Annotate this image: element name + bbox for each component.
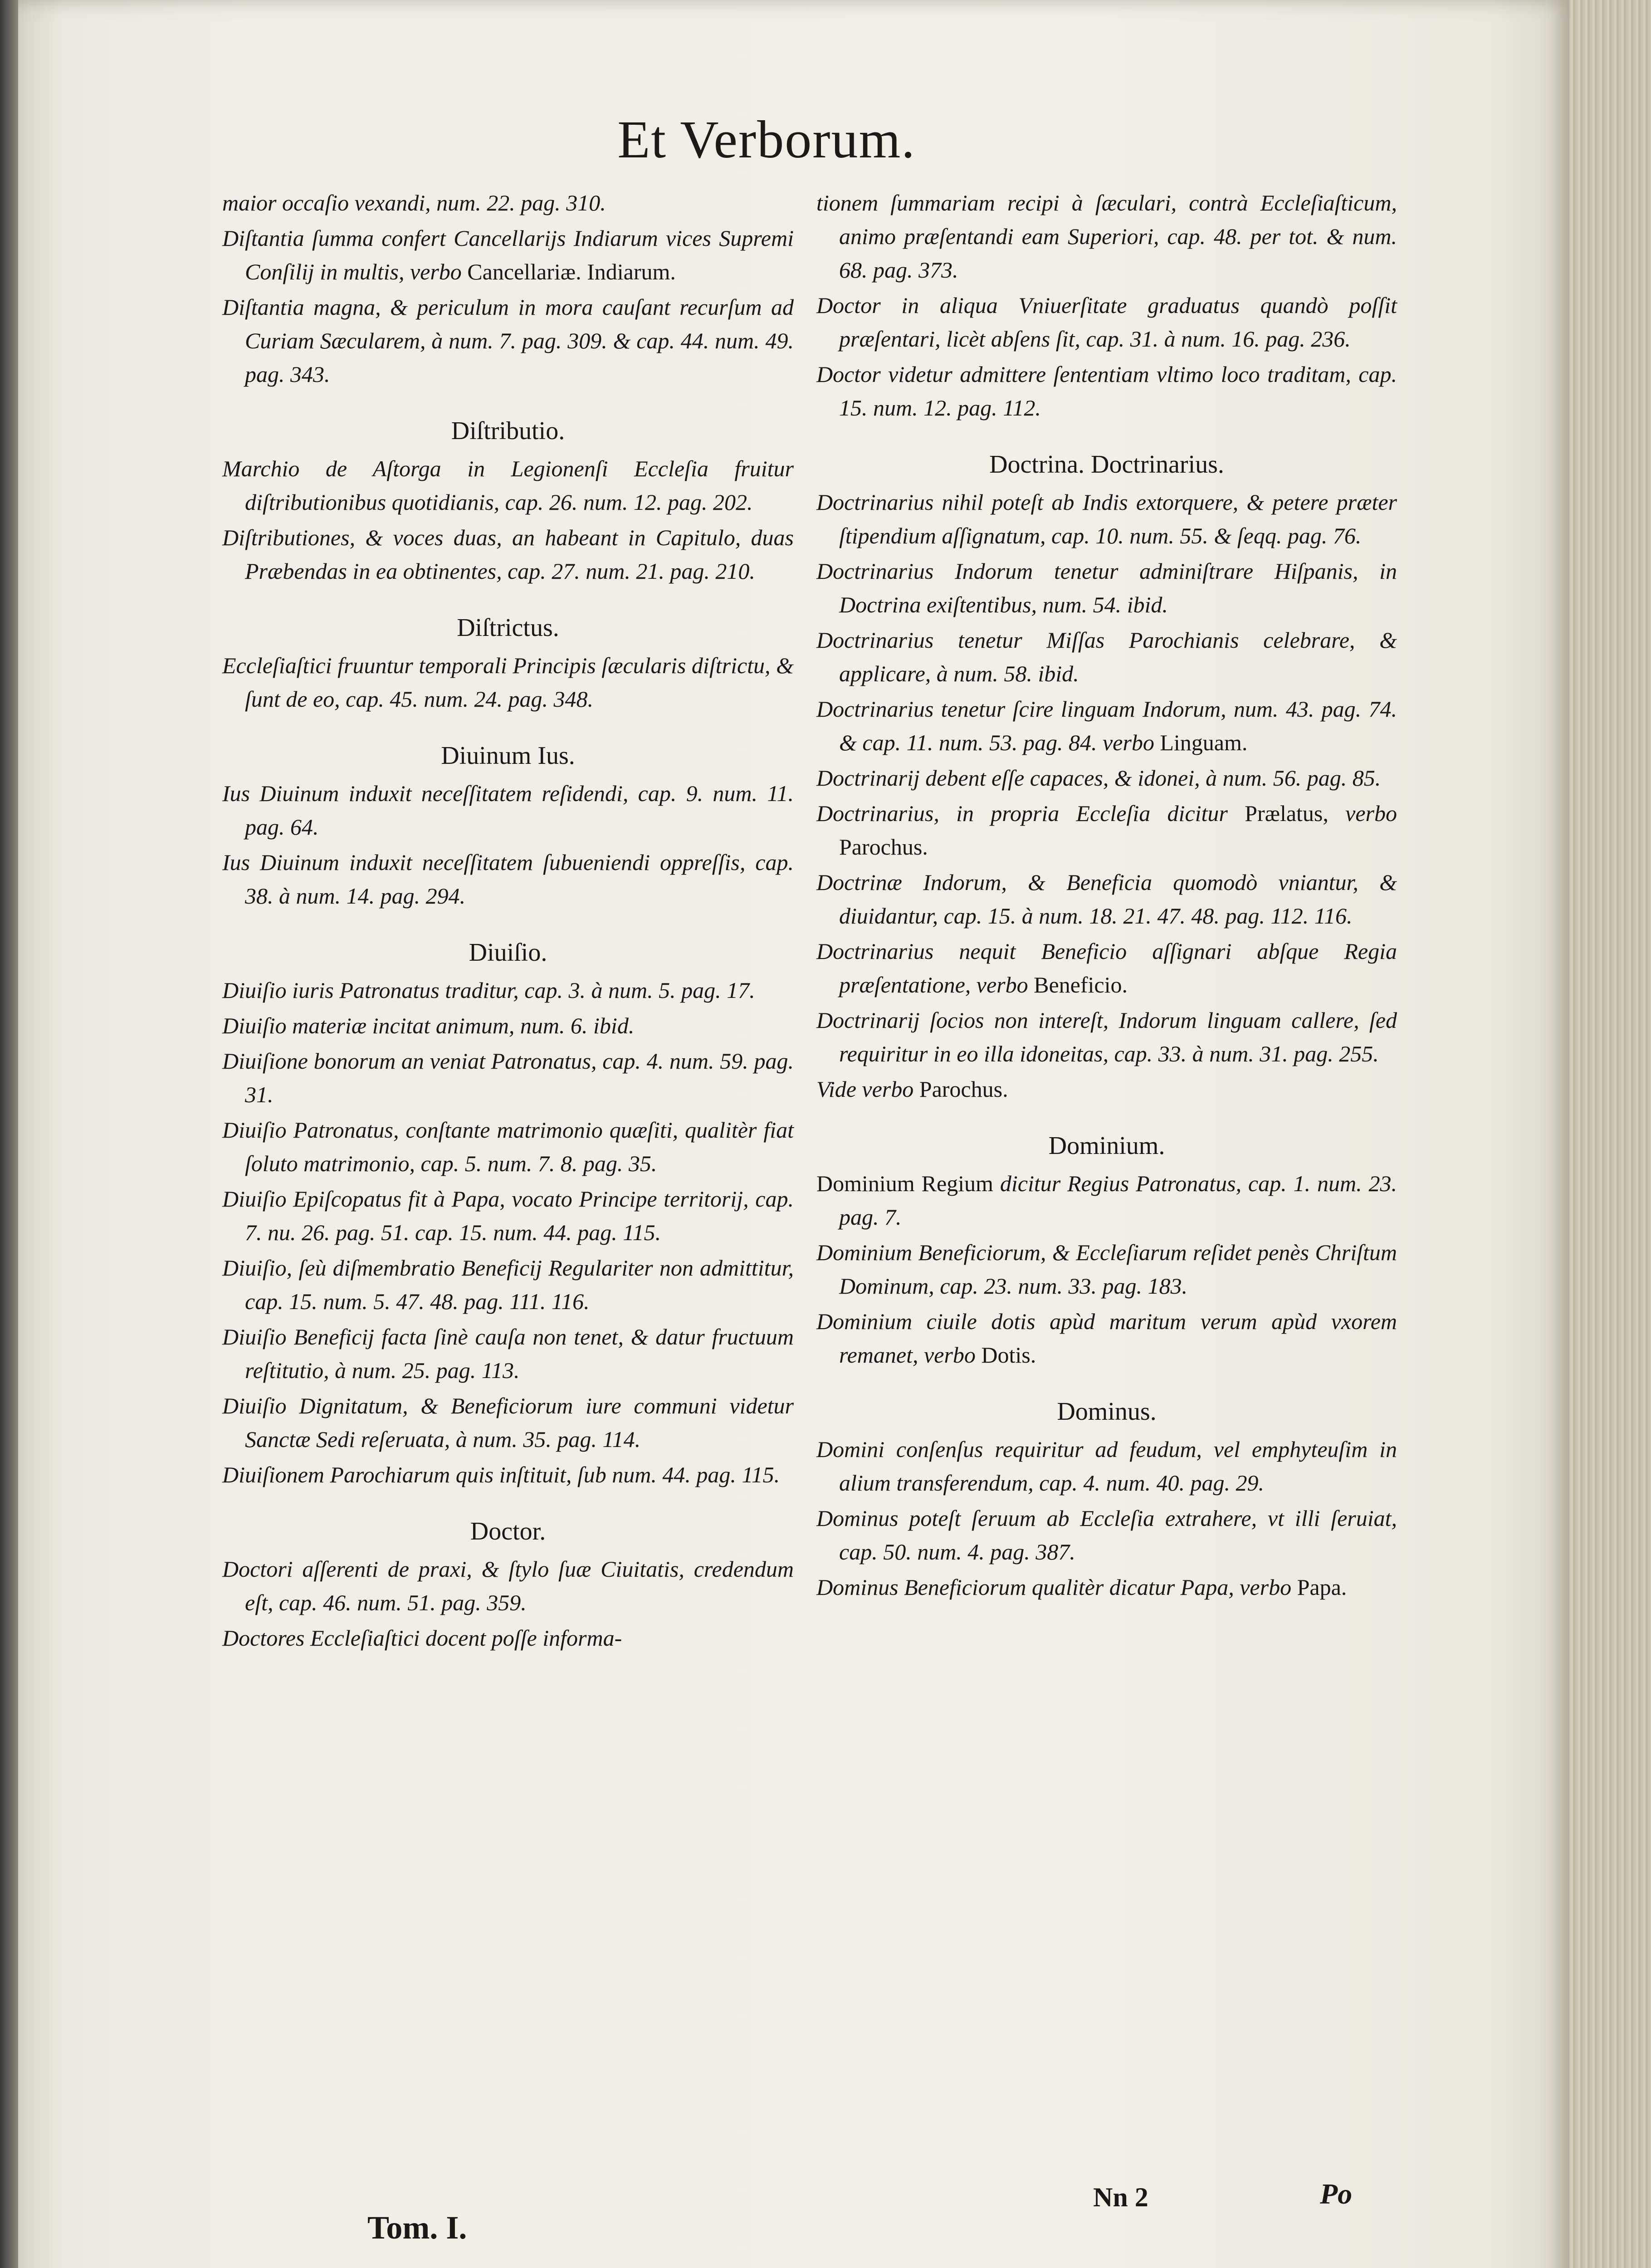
index-entry [816,623,1397,690]
entry-text: Diuiſio Patronatus, conſtante matrimonio quæſiti, qualitèr fiat ſoluto matrimonio, cap. 5. num. 7. 8. pag. 35. [222,1117,794,1176]
entry-text: Diuiſio iuris Patronatus traditur, cap. 3. à num. 5. pag. 17. [222,978,755,1003]
index-entry [222,777,794,844]
index-entry [222,1251,794,1318]
entry-text: Doctor in aliqua Vniuerſitate graduatus quandò poſſit præſentari, licèt abſens ſit, cap. 31. à num. 16. pag. 236. [816,293,1397,352]
entry-text: Doctrinarius tenetur ſcire linguam Indorum, num. 43. pag. 74. & cap. 11. num. 53. pag. 84. verbo [816,696,1397,755]
entry-text: Dominus Beneficiorum qualitèr dicatur Papa, verbo [816,1574,1292,1600]
index-entry [222,1320,794,1387]
entry-roman: Papa. [1291,1574,1347,1600]
entry-roman: Linguam. [1154,730,1248,755]
section-heading: Diſtributio. [451,417,565,445]
entry-text: Doctor videtur admittere ſententiam vltimo loco traditam, cap. 15. num. 12. pag. 112. [816,362,1397,420]
entry-text: Doctrinarij ſocios non intereſt, Indorum linguam callere, ſed requiritur in eo illa idoneitas, cap. 33. à num. 31. pag. 255. [816,1007,1397,1066]
index-entry [222,1044,794,1111]
entry-text: Doctrinæ Indorum, & Beneficia quomodò vniantur, & diuidantur, cap. 15. à num. 18. 21. 47. 48. pag. 112. 116. [816,870,1397,929]
entry-text: Dominium Beneficiorum, & Eccleſiarum reſidet penès Chriſtum Dominum, cap. 23. num. 33. pag. 183. [816,1240,1397,1299]
gathering-signature: Nn 2 [1093,2182,1148,2212]
entry-text: Vide verbo [816,1076,914,1102]
entry-text: Diſtantia magna, & periculum in mora cauſant recurſum ad Curiam Sæcularem, à num. 7. pag. 309. & cap. 44. num. 49. pag. 343. [222,294,794,387]
entry-text: Diſtantia ſumma confert Cancellarijs Indiarum vices Supremi Conſilij in multis, verbo [222,225,794,284]
entry-text: Eccleſiaſtici fruuntur temporali Principis ſæcularis diſtrictu, & ſunt de eo, cap. 45. num. 24. pag. 348. [222,653,794,712]
entry-roman: Cancellariæ. Indiarum. [461,259,676,284]
entry-text: Doctores Eccleſiaſtici docent poſſe informa- [222,1625,622,1651]
index-entry [222,452,794,519]
entry-text: Diuiſio Beneficij facta ſinè cauſa non tenet, & datur fructuum reſtitutio, à num. 25. pag. 113. [222,1324,794,1383]
section-heading: Diuiſio. [469,938,547,967]
entry-text: maior occaſio vexandi, num. 22. pag. 310. [222,190,606,215]
entry-text: Diuiſio, ſeù diſmembratio Beneficij Regulariter non admittitur, cap. 15. num. 5. 47. 48. pag. 111. 116. [222,1255,794,1314]
entry-text: Doctrinarius, in propria Eccleſia dicitur [816,801,1228,826]
index-column-left [222,186,794,1657]
entry-text: Diuiſio materiæ incitat animum, num. 6. ibid. [222,1013,635,1038]
index-entry [816,357,1397,425]
section-heading: Dominium. [1048,1132,1165,1160]
index-entry [816,1072,1397,1106]
entry-text: Diuiſio Epiſcopatus fit à Papa, vocato Principe territorij, cap. 7. nu. 26. pag. 51. cap. 15. num. 44. pag. 115. [222,1186,794,1245]
section-heading: Dominus. [1057,1398,1157,1426]
book-gutter [0,0,18,2268]
section-heading: Doctor. [470,1517,546,1545]
index-entry [816,1570,1397,1604]
entry-text: Doctrinarij debent eſſe capaces, & idonei, à num. 56. pag. 85. [816,765,1381,791]
index-entry [816,485,1397,552]
index-entry [222,649,794,716]
entry-text: Diuiſionem Parochiarum quis inſtituit, ſub num. 44. pag. 115. [222,1462,780,1487]
running-head: Et Verborum. [617,110,916,169]
index-entry [222,1389,794,1456]
index-entry [222,973,794,1007]
index-entry [816,1236,1397,1303]
entry-text: Doctrinarius Indorum tenetur adminiſtrare Hiſpanis, in Doctrina exiſtentibus, num. 54. ibid. [816,558,1397,617]
section-heading: Diuinum Ius. [441,742,575,770]
entry-text: Dominium ciuile dotis apùd maritum verum apùd vxorem remanet, verbo [816,1309,1397,1368]
index-entry [222,846,794,913]
entry-roman: Beneficio. [1028,972,1128,997]
catchword: Po [1320,2178,1353,2210]
index-entry [816,1167,1397,1234]
book-page [18,0,1569,2268]
index-entry [816,1305,1397,1372]
entry-text: Diſtributiones, & voces duas, an habeant in Capitulo, duas Præbendas in ea obtinentes, cap. 27. num. 21. pag. 210. [222,525,794,584]
index-entry [816,186,1397,287]
entry-text: dicitur Regius Patronatus, cap. 1. num. 23. pag. 7. [839,1171,1397,1230]
entry-text: Ius Diuinum induxit neceſſitatem ſubueniendi oppreſſis, cap. 38. à num. 14. pag. 294. [222,850,794,909]
entry-text: Doctrinarius nequit Beneficio aſſignari abſque Regia præſentatione, verbo [816,938,1397,997]
index-entry [816,554,1397,621]
entry-text: Domini conſenſus requiritur ad feudum, vel emphyteuſim in alium transferendum, cap. 4. num. 40. pag. 29. [816,1437,1397,1496]
index-entry [222,186,794,220]
index-entry [816,1003,1397,1070]
entry-roman: Parochus. [839,834,928,860]
index-entry [222,1621,794,1655]
index-entry [816,692,1397,759]
index-column-right [816,186,1397,1606]
index-entry [816,1501,1397,1569]
section-heading: Doctrina. Doctrinarius. [989,450,1224,479]
index-entry [222,1552,794,1619]
index-entry [816,288,1397,356]
entry-roman-lead: Dominium Regium [816,1171,993,1196]
index-entry [222,1113,794,1180]
index-entry [816,761,1397,795]
entry-roman: Prælatus, [1227,801,1329,826]
entry-text: tionem ſummariam recipi à ſæculari, contrà Eccleſiaſticum, animo præſentandi eam Superiori, cap. 48. per tot. & num. 68. pag. 373. [816,190,1397,283]
entry-text: Doctrinarius tenetur Miſſas Parochianis celebrare, & applicare, à num. 58. ibid. [816,627,1397,686]
index-entry [222,1182,794,1249]
entry-roman: Dotis. [975,1342,1036,1368]
entry-roman: Parochus. [913,1076,1008,1102]
entry-text: Doctori aſſerenti de praxi, & ſtylo ſuæ Ciuitatis, credendum eſt, cap. 46. num. 51. pag. 359. [222,1556,794,1615]
index-entry [222,290,794,391]
page-edges [1569,0,1651,2268]
index-entry [222,521,794,588]
index-entry [816,934,1397,1002]
entry-text: Marchio de Aſtorga in Legionenſi Eccleſia fruitur diſtributionibus quotidianis, cap. 26. num. 12. pag. 202. [222,456,794,515]
index-entry [222,1009,794,1042]
index-entry [816,1432,1397,1500]
entry-text: Ius Diuinum induxit neceſſitatem reſidendi, cap. 9. num. 11. pag. 64. [222,781,794,840]
entry-text: Doctrinarius nihil poteſt ab Indis extorquere, & petere præter ſtipendium aſſignatum, cap. 10. num. 55. & ſeqq. pag. 76. [816,489,1397,548]
index-entry [222,1458,794,1491]
section-heading: Diſtrictus. [457,614,559,642]
entry-text: Diuiſione bonorum an veniat Patronatus, cap. 4. num. 59. pag. 31. [222,1048,794,1107]
index-entry [816,797,1397,864]
entry-tail: verbo [1328,801,1397,826]
entry-text: Dominus poteſt ſeruum ab Eccleſia extrahere, vt illi ſeruiat, cap. 50. num. 4. pag. 387. [816,1505,1397,1564]
volume-signature: Tom. I. [367,2209,467,2246]
index-entry [222,221,794,288]
entry-text: Diuiſio Dignitatum, & Beneficiorum iure communi videtur Sanctæ Sedi reſeruata, à num. 35. pag. 114. [222,1393,794,1452]
index-entry [816,865,1397,933]
